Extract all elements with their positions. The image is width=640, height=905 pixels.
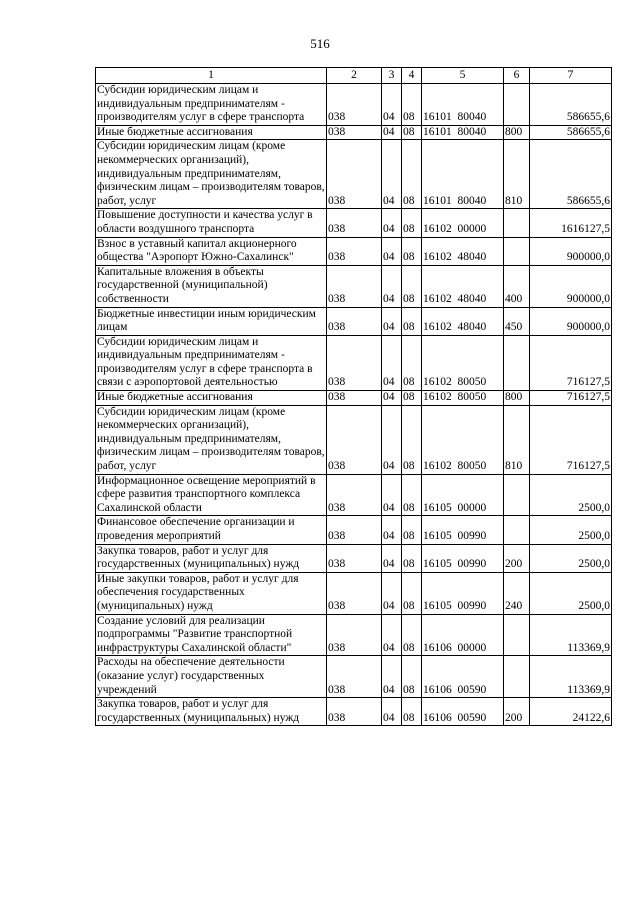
subsection-code-cell: 08	[402, 544, 422, 572]
row-name-cell: Взнос в уставный капитал акционерного общества "Аэропорт Южно-Сахалинск"	[96, 237, 327, 265]
expense-kind-cell	[504, 656, 530, 698]
subsection-code-cell: 08	[402, 474, 422, 516]
admin-code-cell: 038	[327, 391, 382, 406]
row-name-cell: Закупка товаров, работ и услуг для государственных (муниципальных) нужд	[96, 544, 327, 572]
expense-kind-cell	[504, 209, 530, 237]
row-name-cell: Иные закупки товаров, работ и услуг для обеспечения государственных (муниципальных) нужд	[96, 572, 327, 614]
subsection-code-cell: 08	[402, 391, 422, 406]
expense-kind-cell: 450	[504, 307, 530, 335]
table-row	[96, 391, 612, 406]
target-code-cell: 16101 80040	[422, 140, 504, 209]
row-name-cell: Иные бюджетные ассигнования	[96, 391, 327, 406]
subsection-code-cell: 08	[402, 698, 422, 726]
expense-kind-cell	[504, 335, 530, 390]
target-code-cell: 16106 00590	[422, 656, 504, 698]
admin-code-cell: 038	[327, 265, 382, 307]
admin-code-cell: 038	[327, 237, 382, 265]
section-code-cell: 04	[382, 698, 402, 726]
admin-code-cell: 038	[327, 572, 382, 614]
section-code-cell: 04	[382, 209, 402, 237]
row-name-cell: Информационное освещение мероприятий в сфере развития транспортного комплекса Сахалинской области	[96, 474, 327, 516]
section-code-cell: 04	[382, 335, 402, 390]
column-header: 7	[530, 68, 612, 84]
sum-cell: 716127,5	[530, 405, 612, 474]
row-name-cell: Субсидии юридическим лицам (кроме некоммерческих организаций), индивидуальным предпринимателям, физическим лицам – производителям товаров, работ, услуг	[96, 405, 327, 474]
expense-kind-cell: 810	[504, 140, 530, 209]
table-row	[96, 544, 612, 572]
subsection-code-cell: 08	[402, 209, 422, 237]
table-row	[96, 84, 612, 126]
row-name-cell: Расходы на обеспечение деятельности (оказание услуг) государственных учреждений	[96, 656, 327, 698]
expense-kind-cell: 200	[504, 698, 530, 726]
header-row	[96, 68, 612, 84]
target-code-cell: 16106 00000	[422, 614, 504, 656]
admin-code-cell: 038	[327, 474, 382, 516]
expense-kind-cell	[504, 516, 530, 544]
column-header: 1	[96, 68, 327, 84]
subsection-code-cell: 08	[402, 84, 422, 126]
sum-cell: 113369,9	[530, 614, 612, 656]
admin-code-cell: 038	[327, 125, 382, 140]
sum-cell: 716127,5	[530, 391, 612, 406]
table-row	[96, 405, 612, 474]
subsection-code-cell: 08	[402, 237, 422, 265]
expense-kind-cell: 810	[504, 405, 530, 474]
target-code-cell: 16102 80050	[422, 335, 504, 390]
expense-kind-cell: 200	[504, 544, 530, 572]
admin-code-cell: 038	[327, 405, 382, 474]
row-name-cell: Субсидии юридическим лицам (кроме некоммерческих организаций), индивидуальным предпринимателям, физическим лицам – производителям товаров, работ, услуг	[96, 140, 327, 209]
target-code-cell: 16105 00990	[422, 516, 504, 544]
admin-code-cell: 038	[327, 209, 382, 237]
subsection-code-cell: 08	[402, 125, 422, 140]
section-code-cell: 04	[382, 614, 402, 656]
expense-kind-cell	[504, 237, 530, 265]
column-header: 4	[402, 68, 422, 84]
table-row	[96, 474, 612, 516]
subsection-code-cell: 08	[402, 614, 422, 656]
table-row	[96, 125, 612, 140]
row-name-cell: Иные бюджетные ассигнования	[96, 125, 327, 140]
subsection-code-cell: 08	[402, 405, 422, 474]
expense-kind-cell	[504, 84, 530, 126]
target-code-cell: 16102 48040	[422, 237, 504, 265]
subsection-code-cell: 08	[402, 307, 422, 335]
target-code-cell: 16101 80040	[422, 84, 504, 126]
subsection-code-cell: 08	[402, 140, 422, 209]
row-name-cell: Субсидии юридическим лицам и индивидуальным предпринимателям - производителям услуг в сфере транспорта в связи с аэропортовой деятельностью	[96, 335, 327, 390]
sum-cell: 2500,0	[530, 572, 612, 614]
section-code-cell: 04	[382, 307, 402, 335]
column-header: 6	[504, 68, 530, 84]
table-row	[96, 516, 612, 544]
admin-code-cell: 038	[327, 614, 382, 656]
table-row	[96, 209, 612, 237]
expense-kind-cell	[504, 474, 530, 516]
section-code-cell: 04	[382, 391, 402, 406]
section-code-cell: 04	[382, 544, 402, 572]
row-name-cell: Создание условий для реализации подпрограммы "Развитие транспортной инфраструктуры Сахалинской области"	[96, 614, 327, 656]
sum-cell: 2500,0	[530, 544, 612, 572]
row-name-cell: Повышение доступности и качества услуг в области воздушного транспорта	[96, 209, 327, 237]
table-row	[96, 614, 612, 656]
target-code-cell: 16105 00000	[422, 474, 504, 516]
admin-code-cell: 038	[327, 335, 382, 390]
table-row	[96, 572, 612, 614]
table-row	[96, 237, 612, 265]
sum-cell: 113369,9	[530, 656, 612, 698]
target-code-cell: 16102 80050	[422, 405, 504, 474]
sum-cell: 900000,0	[530, 307, 612, 335]
sum-cell: 2500,0	[530, 474, 612, 516]
expense-kind-cell: 800	[504, 391, 530, 406]
column-header: 2	[327, 68, 382, 84]
subsection-code-cell: 08	[402, 656, 422, 698]
section-code-cell: 04	[382, 265, 402, 307]
row-name-cell: Бюджетные инвестиции иным юридическим лицам	[96, 307, 327, 335]
sum-cell: 586655,6	[530, 125, 612, 140]
admin-code-cell: 038	[327, 516, 382, 544]
sum-cell: 586655,6	[530, 140, 612, 209]
subsection-code-cell: 08	[402, 572, 422, 614]
target-code-cell: 16102 80050	[422, 391, 504, 406]
sum-cell: 586655,6	[530, 84, 612, 126]
sum-cell: 716127,5	[530, 335, 612, 390]
admin-code-cell: 038	[327, 698, 382, 726]
admin-code-cell: 038	[327, 307, 382, 335]
column-header: 5	[422, 68, 504, 84]
row-name-cell: Капитальные вложения в объекты государственной (муниципальной) собственности	[96, 265, 327, 307]
expense-kind-cell: 240	[504, 572, 530, 614]
section-code-cell: 04	[382, 474, 402, 516]
target-code-cell: 16102 48040	[422, 265, 504, 307]
subsection-code-cell: 08	[402, 335, 422, 390]
admin-code-cell: 038	[327, 84, 382, 126]
page-number: 516	[310, 36, 330, 51]
sum-cell: 900000,0	[530, 237, 612, 265]
row-name-cell: Закупка товаров, работ и услуг для государственных (муниципальных) нужд	[96, 698, 327, 726]
section-code-cell: 04	[382, 125, 402, 140]
section-code-cell: 04	[382, 405, 402, 474]
subsection-code-cell: 08	[402, 265, 422, 307]
row-name-cell: Финансовое обеспечение организации и проведения мероприятий	[96, 516, 327, 544]
admin-code-cell: 038	[327, 544, 382, 572]
table-row	[96, 335, 612, 390]
section-code-cell: 04	[382, 516, 402, 544]
budget-table	[95, 67, 612, 726]
expense-kind-cell	[504, 614, 530, 656]
row-name-cell: Субсидии юридическим лицам и индивидуальным предпринимателям - производителям услуг в сфере транспорта	[96, 84, 327, 126]
target-code-cell: 16101 80040	[422, 125, 504, 140]
table-row	[96, 698, 612, 726]
section-code-cell: 04	[382, 656, 402, 698]
sum-cell: 24122,6	[530, 698, 612, 726]
admin-code-cell: 038	[327, 140, 382, 209]
subsection-code-cell: 08	[402, 516, 422, 544]
table-row	[96, 307, 612, 335]
section-code-cell: 04	[382, 237, 402, 265]
expense-kind-cell: 800	[504, 125, 530, 140]
section-code-cell: 04	[382, 84, 402, 126]
table-row	[96, 656, 612, 698]
admin-code-cell: 038	[327, 656, 382, 698]
sum-cell: 1616127,5	[530, 209, 612, 237]
target-code-cell: 16105 00990	[422, 572, 504, 614]
target-code-cell: 16105 00990	[422, 544, 504, 572]
table-row	[96, 265, 612, 307]
expense-kind-cell: 400	[504, 265, 530, 307]
section-code-cell: 04	[382, 140, 402, 209]
target-code-cell: 16102 48040	[422, 307, 504, 335]
target-code-cell: 16106 00590	[422, 698, 504, 726]
sum-cell: 2500,0	[530, 516, 612, 544]
target-code-cell: 16102 00000	[422, 209, 504, 237]
table-row	[96, 140, 612, 209]
section-code-cell: 04	[382, 572, 402, 614]
sum-cell: 900000,0	[530, 265, 612, 307]
column-header: 3	[382, 68, 402, 84]
